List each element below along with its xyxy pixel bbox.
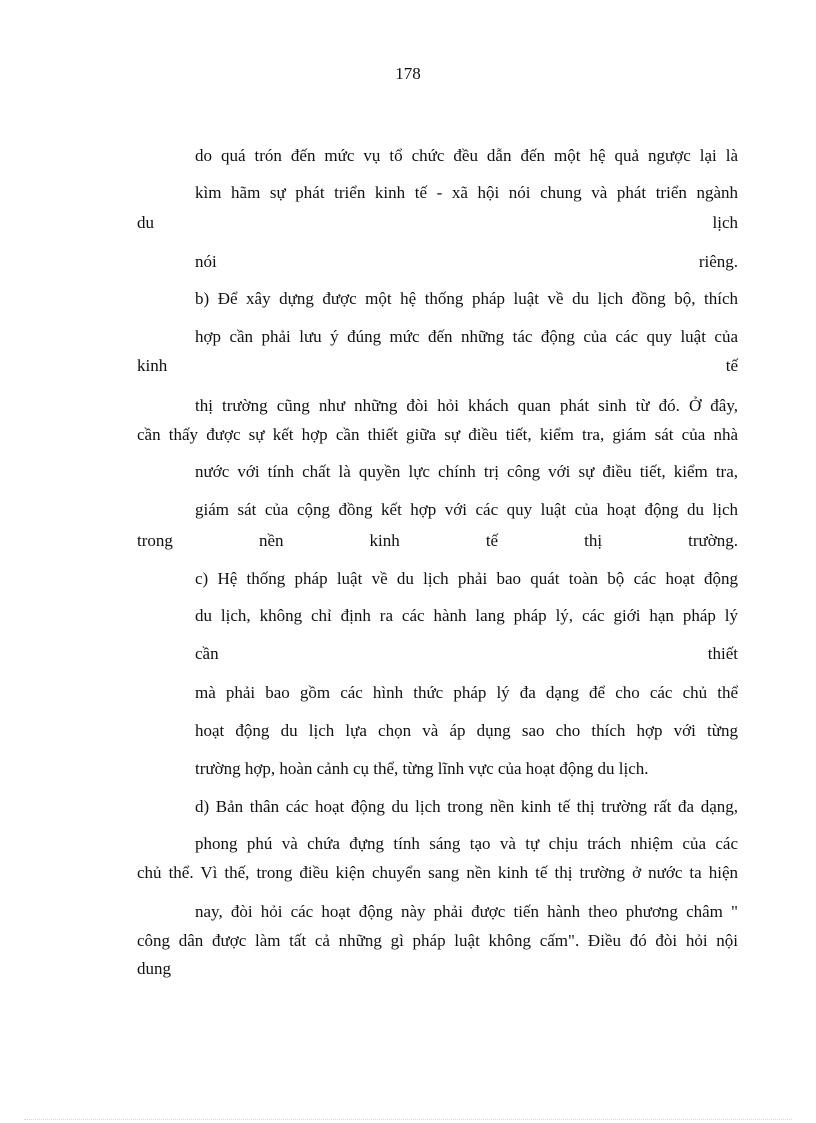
text-line: nay, đòi hỏi các hoạt động này phải được tiến hành theo phương châm " — [195, 902, 738, 921]
text-line: phong phú và chứa đựng tính sáng tạo và tự chịu trách nhiệm của các — [195, 834, 738, 853]
text-line: hoạt động du lịch lựa chọn và áp dụng sao cho thích hợp với từng — [195, 721, 738, 740]
text-line: công dân được làm tất cả những gì pháp luật không cấm". Điều đó đòi hỏi nội — [137, 931, 738, 950]
text-line: c) Hệ thống pháp luật về du lịch phải bao quát toàn bộ các hoạt động — [195, 569, 738, 588]
text-line: b) Để xây dựng được một hệ thống pháp luật về du lịch đồng bộ, thích — [195, 289, 738, 308]
page-bottom-divider — [24, 1119, 792, 1120]
text-line: dung — [137, 959, 171, 978]
text-line: trong nền kinh tế thị trường. — [137, 531, 738, 550]
text-line: du lịch, không chỉ định ra các hành lang pháp lý, các giới hạn pháp lý — [195, 606, 738, 625]
text-line: thị trường cũng như những đòi hỏi khách quan phát sinh từ đó. Ở đây, — [195, 396, 738, 415]
page-number: 178 — [395, 64, 421, 83]
text-line: nước với tính chất là quyền lực chính trị công với sự điều tiết, kiểm tra, — [195, 462, 738, 481]
text-line: kinh tế — [137, 356, 738, 375]
text-line: trường hợp, hoàn cảnh cụ thể, từng lĩnh vực của hoạt động du lịch. — [195, 759, 649, 778]
text-line: nói riêng. — [195, 252, 738, 271]
text-line: giám sát của cộng đồng kết hợp với các quy luật của hoạt động du lịch — [195, 500, 738, 519]
text-line: d) Bản thân các hoạt động du lịch trong nền kinh tế thị trường rất đa dạng, — [195, 797, 738, 816]
text-line: hợp cần phải lưu ý đúng mức đến những tác động của các quy luật của — [195, 327, 738, 346]
text-line: chủ thể. Vì thế, trong điều kiện chuyển sang nền kinh tế thị trường ở nước ta hiện — [137, 863, 738, 882]
text-line: cần thấy được sự kết hợp cần thiết giữa sự điều tiết, kiểm tra, giám sát của nhà — [137, 425, 738, 444]
text-line: mà phải bao gồm các hình thức pháp lý đa dạng để cho các chủ thể — [195, 683, 738, 702]
text-line: cần thiết — [195, 644, 738, 663]
text-line: kìm hãm sự phát triển kinh tế - xã hội nói chung và phát triển ngành — [195, 183, 738, 202]
text-line: du lịch — [137, 213, 738, 232]
text-line: do quá trón đến mức vụ tổ chức đều dẫn đến một hệ quả ngược lại là — [195, 146, 738, 165]
